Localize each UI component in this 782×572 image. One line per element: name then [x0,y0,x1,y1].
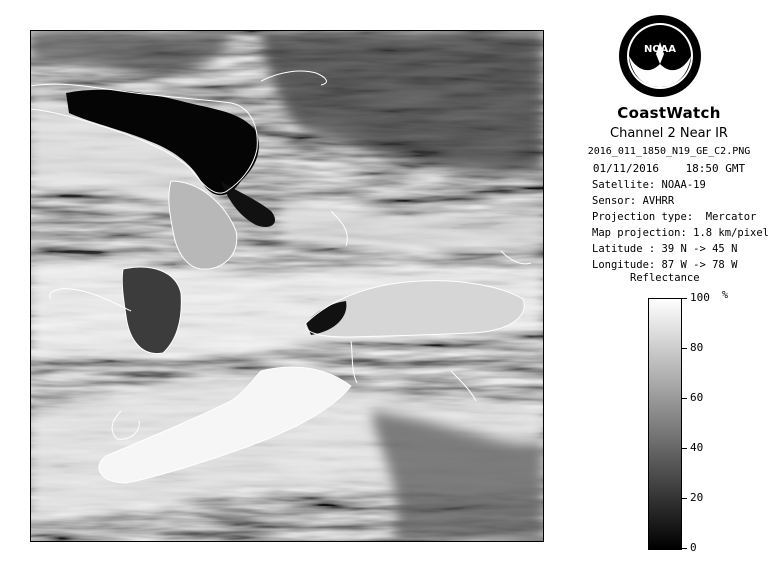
meta-longitude: Longitude: 87 W -> 78 W [592,259,738,271]
meta-latitude: Latitude : 39 N -> 45 N [592,243,738,255]
colorbar-tick [681,298,687,299]
satellite-image-svg [31,31,543,541]
colorbar-unit: % [722,290,729,301]
colorbar-tick [681,398,687,399]
colorbar-tick-label: 80 [690,341,704,354]
noaa-logo-icon [618,14,702,98]
colorbar-tick-label: 0 [690,541,697,554]
channel-label: Channel 2 Near IR [610,126,728,141]
colorbar-tick-label: 60 [690,391,704,404]
noaa-logo-svg [618,14,702,98]
satellite-image [30,30,544,542]
brand-title: CoastWatch [617,104,721,122]
colorbar-title: Reflectance [630,272,700,284]
datetime-label [560,162,778,175]
meta-projection-type: Projection type: Mercator [592,211,757,223]
colorbar-tick [681,448,687,449]
colorbar-tick [681,548,687,549]
colorbar-tick [681,348,687,349]
meta-sensor: Sensor: AVHRR [592,195,675,207]
colorbar [648,298,682,550]
filename-label: 2016_011_1850_N19_GE_C2.PNG [587,146,751,157]
colorbar-tick-label: 20 [690,491,704,504]
meta-map-projection: Map projection: 1.8 km/pixel [592,227,770,239]
date-value: 01/11/2016 [592,162,660,175]
colorbar-tick-label: 40 [690,441,704,454]
time-value: 18:50 GMT [685,162,746,175]
colorbar-tick [681,498,687,499]
meta-satellite: Satellite: NOAA-19 [592,179,706,191]
colorbar-tick-label: 100 [690,291,710,304]
logo-text: NOAA [643,44,677,55]
